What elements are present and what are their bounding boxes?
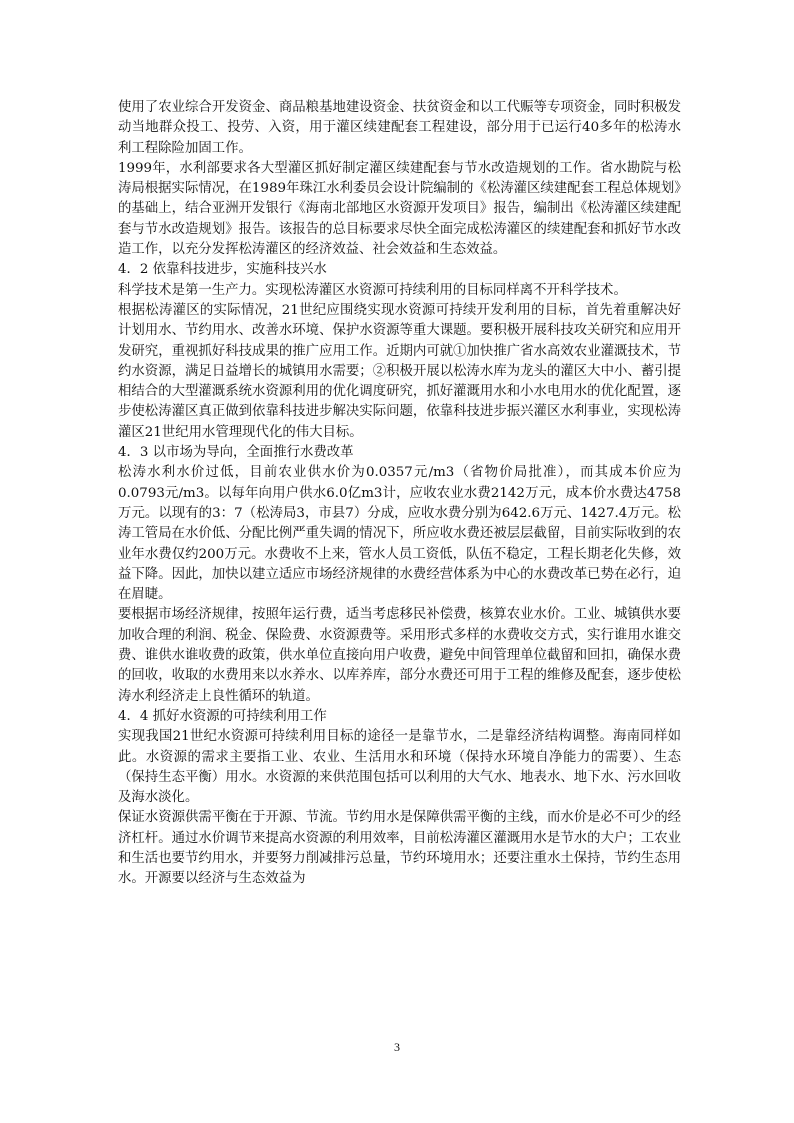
section-heading-4-4: 4．4 抓好水资源的可持续利用工作 (118, 708, 327, 724)
paragraph-water-price: 松涛水利水价过低，目前农业供水价为0.0357元/m3（省物价局批准），而其成本价应为0.0793元/m3。以每年向用户供水6.0亿m3计，应收农业水费2142万元，成本价水费达4758万元。以现有的3：7（松涛局3，市县7）分成，应收水费分别为642.6万元、1427.4万元。松涛工管局在水价低、分配比例严重失调的情况下，所应收水费还被层层截留，目前实际收到的农业年水费仅约200万元。水费收不上来，管水人员工资低，队伍不稳定，工程长期老化失修，效益下降。因此，加快以建立适应市场经济规律的水费经营体系为中心的水费改革已势在必行，迫在眉睫。 (118, 465, 681, 603)
section-heading-4-2: 4．2 依靠科技进步，实施科技兴水 (118, 262, 327, 278)
document-body (118, 98, 681, 890)
paragraph-market-rules: 要根据市场经济规律，按照年运行费，适当考虑移民补偿费，核算农业水价。工业、城镇供水要加收合理的利润、税金、保险费、水资源费等。采用形式多样的水费收交方式，实行谁用水谁交费、谁供水谁收费的政策，供水单位直接向用户收费，避免中间管理单位截留和回扣，确保水费的回收，收取的水费用来以水养水、以库养库，部分水费还可用于工程的维修及配套，逐步使松涛水利经济走上良性循环的轨道。 (118, 607, 681, 704)
paragraph-sustainable: 实现我国21世纪水资源可持续利用目标的途径一是靠节水，二是靠经济结构调整。海南同样如此。水资源的需求主要指工业、农业、生活用水和环境（保持水环境自净能力的需要）、生态（保持生态平衡）用水。水资源的来供范围包括可以利用的大气水、地表水、地下水、污水回收及海水淡化。 (118, 729, 681, 806)
paragraph-21st-century: 根据松涛灌区的实际情况，21世纪应围绕实现水资源可持续开发利用的目标，首先着重解决好计划用水、节约用水、改善水环境、保护水资源等重大课题。要积极开展科技攻关研究和应用开发研究，重视抓好科技成果的推广应用工作。近期内可就①加快推广省水高效农业灌溉技术，节约水资源，满足日益增长的城镇用水需要；②积极开展以松涛水库为龙头的灌区大中小、蓄引提相结合的大型灌溉系统水资源利用的优化调度研究，抓好灌溉用水和小水电用水的优化配置，逐步使松涛灌区真正做到依靠科技进步解决实际问题，依靠科技进步振兴灌区水利事业，实现松涛灌区21世纪用水管理现代化的伟大目标。 (118, 302, 681, 440)
paragraph-supply-demand: 保证水资源供需平衡在于开源、节流。节约用水是保障供需平衡的主线，而水价是必不可少的经济杠杆。通过水价调节来提高水资源的利用效率，目前松涛灌区灌溉用水是节水的大户；工农业和生活也要节约用水，并要努力削减排污总量，节约环境用水；还要注重水土保持，节约生态用水。开源要以经济与生态效益为 (118, 810, 681, 887)
page-number: 3 (394, 1040, 400, 1054)
paragraph-1999-plan: 1999年，水利部要求各大型灌区抓好制定灌区续建配套与节水改造规划的工作。省水勘院与松涛局根据实际情况，在1989年珠江水利委员会设计院编制的《松涛灌区续建配套工程总体规划》的基础上，结合亚洲开发银行《海南北部地区水资源开发项目》报告，编制出《松涛灌区续建配套与节水改造规划》报告。该报告的总目标要求尽快全面完成松涛灌区的续建配套和抓好节水改造工作，以充分发挥松涛灌区的经济效益、社会效益和生态效益。 (118, 160, 682, 258)
section-heading-4-3: 4．3 以市场为导向，全面推行水费改革 (118, 445, 354, 461)
paragraph-funding: 使用了农业综合开发资金、商品粮基地建设资金、扶贫资金和以工代赈等专项资金，同时积极发动当地群众投工、投劳、入资，用于灌区续建配套工程建设，部分用于已运行40多年的松涛水利工程除险加固工作。 (118, 100, 681, 156)
paragraph-science: 科学技术是第一生产力。实现松涛灌区水资源可持续利用的目标同样离不开科学技术。 (118, 282, 627, 298)
